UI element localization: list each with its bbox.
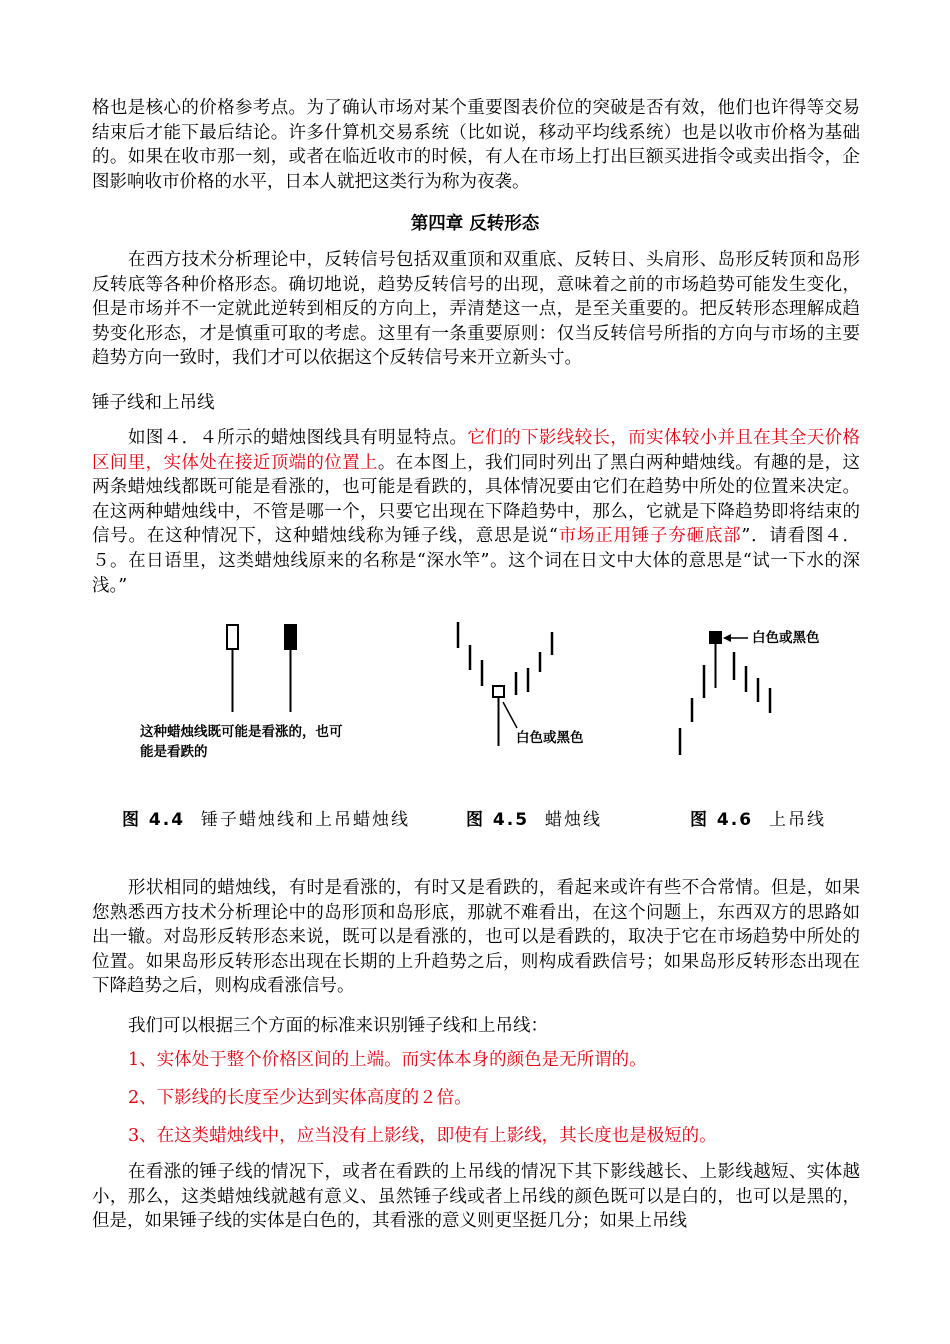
- figure-4-6-candles: [680, 632, 770, 755]
- criteria-item-2: 2、下影线的长度至少达到实体高度的２倍。: [128, 1088, 472, 1108]
- figure-4-5-note: 白色或黑色: [516, 730, 584, 746]
- figure-4-4-candles: [227, 625, 296, 712]
- figure-4-5-number: 图 4.5: [466, 810, 530, 830]
- text-run: 。在本图上，我们同时列出了黑白两种蜡烛线。有趣的是，这两条蜡烛线都既可能是看涨的，也可能是看跌的，具体情况要由它们在趋势中所处的位置来决定。在这两种蜡烛线中，不管是哪一个，只要它出现在下降趋势中，那么，它就是下降趋势即将结束的信号。在这种情况下，这种蜡烛线称为锤子线，意思是说“: [92, 452, 860, 547]
- figure-4-4-number: 图 4.4: [122, 810, 186, 830]
- figure-4-5-caption-text: 蜡烛线: [545, 810, 603, 830]
- figure-4-4-caption: [122, 805, 410, 830]
- paragraph-night-attack: 格也是核心的价格参考点。为了确认市场对某个重要图表价位的突破是否有效，他们也许得等交易结束后才能下最后结论。许多什算机交易系统（比如说，移动平均线系统）也是以收市价格为基础的。如果在收市那一刻，或者在临近收市的时候，有人在市场上打出巨额买进指令或卖出指令，企图影响收市价格的水平，日本人就把这类行为称为夜袭。: [92, 98, 860, 192]
- paragraph-hammer-significance: 在看涨的锤子线的情况下，或者在看跌的上吊线的情况下其下影线越长、上影线越短、实体越小，那么，这类蜡烛线就越有意义、虽然锤子线或者上吊线的颜色既可以是白的，也可以是黑的，但是，如果锤子线的实体是白色的，其看涨的意义则更坚挺几分；如果上吊线: [92, 1162, 860, 1232]
- text-run: ”．请看图４．５。在日语里，这类蜡烛线原来的名称是“深水竿”。这个词在日文中大体的意思是“试一下水的深浅。”: [92, 526, 861, 596]
- criteria-item-3: 3、在这类蜡烛线中，应当没有上影线，即使有上影线，其长度也是极短的。: [128, 1126, 717, 1146]
- figure-4-6-note: 白色或黑色: [752, 630, 820, 646]
- figure-4-4-caption-text: 锤子蜡烛线和上吊蜡烛线: [201, 810, 411, 830]
- figure-4-5-caption: [466, 805, 602, 830]
- text-run: 如图４．４所示的蜡烛图线具有明显特点。: [128, 428, 468, 448]
- black-hammer-candle-body: [285, 625, 296, 649]
- highlighted-text: 市场正用锤子夯砸底部: [557, 526, 742, 547]
- highlighted-text: 它们的下影线较长，而实体较小并且在其全天价格区间里，实体处在接近顶端的位置上: [92, 428, 861, 473]
- figure-4-6-caption-text: 上吊线: [769, 810, 827, 830]
- white-hammer-candle-body: [227, 625, 238, 649]
- paragraph-island-reversal: 形状相同的蜡烛线，有时是看涨的，有时又是看跌的，看起来或许有些不合常情。但是，如果您熟悉西方技术分析理论中的岛形顶和岛形底，那就不难看出，在这个问题上，东西双方的思路如出一辙。对岛形反转形态来说，既可以是看涨的，也可以是看跌的，取决于它在市场趋势中所处的位置。如果岛形反转形态出现在长期的上升趋势之后，则构成看跌信号；如果岛形反转形态出现在下降趋势之后，则构成看涨信号。: [92, 878, 860, 997]
- paragraph-reversal-intro: 在西方技术分析理论中，反转信号包括双重顶和双重底、反转日、头肩形、岛形反转顶和岛形反转底等各种价格形态。确切地说，趋势反转信号的出现，意味着之前的市场趋势可能发生变化，但是市场并不一定就此逆转到相反的方向上，弄清楚这一点，是至关重要的。把反转形态理解成趋势变化形态，才是慎重可取的考虑。这里有一条重要原则：仅当反转信号所指的方向与市场的主要趋势方向一致时，我们才可以依据这个反转信号来开立新头寸。: [92, 250, 860, 369]
- criteria-item-1: 1、实体处于整个价格区间的上端。而实体本身的颜色是无所谓的。: [128, 1050, 647, 1070]
- chapter-title: 第四章 反转形态: [410, 214, 540, 234]
- figure-4-4-note: [140, 722, 343, 762]
- figure-4-4-note-line2: 能是看跌的: [140, 744, 208, 760]
- paragraph-criteria-intro: 我们可以根据三个方面的标准来识别锤子线和上吊线：: [128, 1016, 548, 1036]
- figure-4-4-note-line1: 这种蜡烛线既可能是看涨的，也可: [140, 724, 343, 740]
- figure-4-6-caption: [690, 805, 826, 830]
- section-title-hammer-hanging-man: 锤子线和上吊线: [92, 393, 215, 413]
- figure-4-6-number: 图 4.6: [690, 810, 754, 830]
- paragraph-hammer-description: [92, 426, 860, 598]
